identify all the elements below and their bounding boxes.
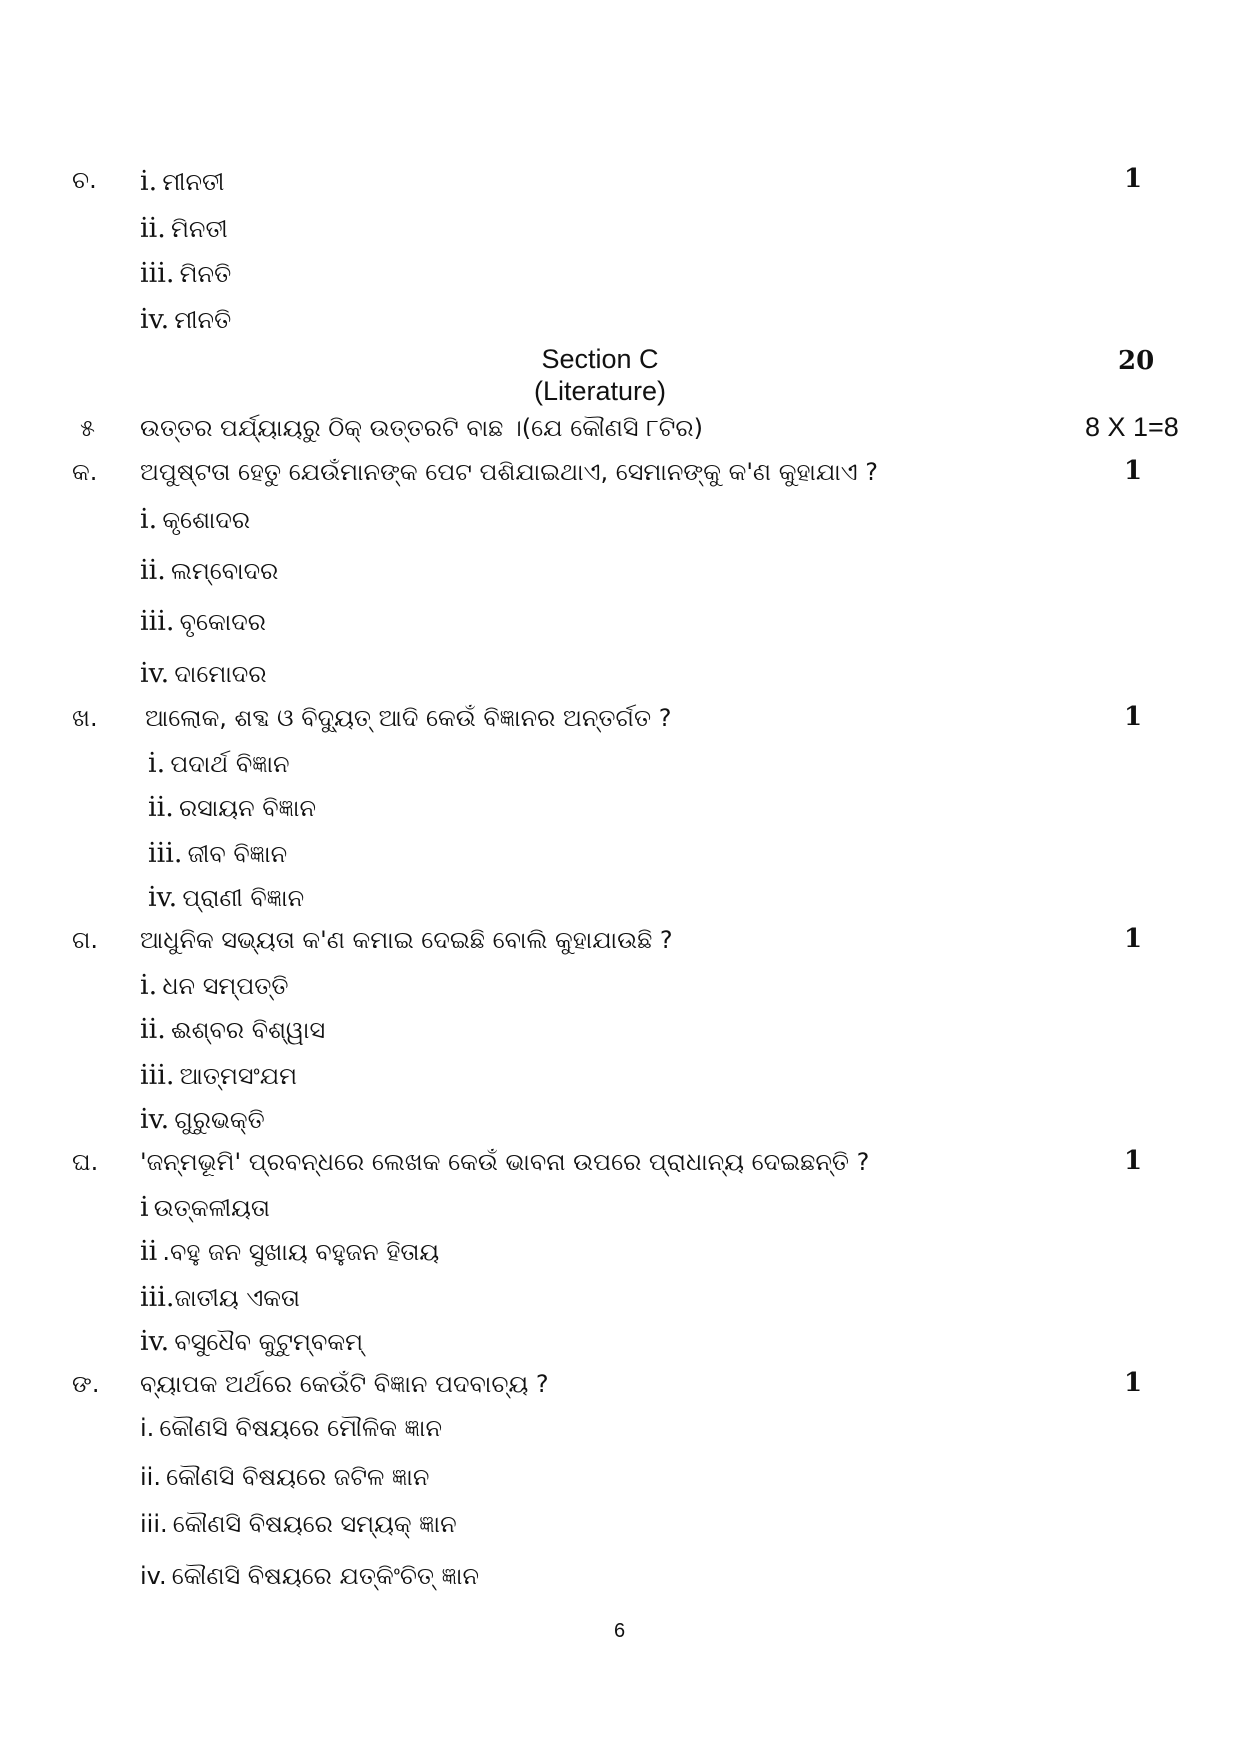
question-label-cha: ଚ.	[72, 166, 97, 194]
option-number: i.	[140, 970, 158, 1001]
option-ga-3	[140, 1060, 297, 1091]
question-text-ka: ଅପୁଷ୍ଟତା ହେତୁ ଯେଉଁମାନଙ୍କ ପେଟ ପଶିଯାଇଥାଏ, ସେମାନଙ୍କୁ କ'ଣ କୁହାଯାଏ ?	[140, 458, 879, 486]
option-cha-3	[140, 258, 231, 289]
option-kha-4	[148, 882, 304, 913]
question-text-gha: 'ଜନ୍ମଭୂମି' ପ୍ରବନ୍ଧରେ ଲେଖକ କେଉଁ ଭାବନା ଉପରେ ପ୍ରାଧାନ୍ୟ ଦେଇଛନ୍ତି ?	[140, 1148, 870, 1176]
page-number: 6	[614, 1620, 626, 1642]
option-nga-3	[140, 1510, 457, 1538]
option-ka-1	[140, 504, 250, 535]
option-text: ମିନତି	[179, 260, 232, 288]
option-text: ଧନ ସମ୍ପତ୍ତି	[162, 972, 289, 1000]
option-text: ମିନତୀ	[170, 215, 228, 243]
option-number: ii.	[140, 213, 166, 244]
option-kha-2	[148, 792, 316, 823]
option-gha-4	[140, 1326, 363, 1357]
question-marks-nga: 1	[1124, 1368, 1143, 1398]
section-marks: 20	[1118, 346, 1155, 376]
option-number: ii.	[140, 555, 166, 586]
option-number: iv.	[140, 658, 170, 689]
question-5-marks: 8 X 1=8	[1085, 412, 1179, 442]
section-title: Section C	[541, 344, 659, 374]
option-gha-2	[140, 1236, 439, 1267]
option-number: i	[140, 1192, 149, 1223]
option-ga-1	[140, 970, 289, 1001]
question-marks-kha: 1	[1124, 702, 1143, 732]
option-cha-2	[140, 213, 228, 244]
option-ga-4	[140, 1104, 265, 1135]
option-gha-3	[140, 1282, 300, 1313]
option-kha-1	[148, 748, 290, 779]
option-text: ଗୁରୁଭକ୍ତି	[174, 1106, 265, 1134]
option-cha-1	[140, 166, 224, 197]
option-number: iv.	[140, 1104, 170, 1135]
option-text: କୌଣସି ବିଷୟରେ ଯତ୍କିଂଚିତ୍ ଜ୍ଞାନ	[171, 1562, 480, 1590]
question-marks-ka: 1	[1124, 456, 1143, 486]
option-text: କୌଣସି ବିଷୟରେ ମୌଳିକ ଜ୍ଞାନ	[159, 1414, 443, 1442]
question-marks-gha: 1	[1124, 1146, 1143, 1176]
question-label-gha: ଘ.	[72, 1148, 99, 1176]
option-text: ଈଶ୍ବର ବିଶ୍ୱାସ	[170, 1016, 326, 1044]
option-text: କୌଣସି ବିଷୟରେ ଜଟିଳ ଜ୍ଞାନ	[166, 1463, 430, 1491]
option-number: ii.	[140, 1463, 161, 1491]
option-text: ମୀନତି	[174, 306, 232, 334]
option-ga-2	[140, 1014, 325, 1045]
option-number: ii.	[148, 792, 174, 823]
option-number: iii.	[140, 1282, 175, 1313]
option-text: ଆତ୍ମସଂଯମ	[179, 1062, 298, 1090]
option-number: iii.	[140, 606, 175, 637]
option-number: iv.	[140, 304, 170, 335]
question-marks-ga: 1	[1124, 924, 1143, 954]
option-cha-4	[140, 304, 231, 335]
question-text-ga: ଆଧୁନିକ ସଭ୍ୟତା କ'ଣ କମାଇ ଦେଇଛି ବୋଲି କୁହାଯାଉଛି ?	[140, 926, 673, 954]
option-text: ରସାୟନ ବିଜ୍ଞାନ	[178, 794, 316, 822]
section-subtitle: (Literature)	[533, 376, 667, 406]
option-text: ଲମ୍ବୋଦର	[170, 557, 279, 585]
option-number: i.	[140, 166, 158, 197]
option-number: iii.	[140, 1060, 175, 1091]
question-label-kha: ଖ.	[72, 704, 98, 732]
option-number: i.	[140, 504, 158, 535]
option-nga-1	[140, 1414, 442, 1442]
option-nga-4	[140, 1562, 479, 1590]
option-gha-1	[140, 1192, 270, 1223]
question-number-5: ୫	[80, 414, 95, 442]
question-label-ka: କ.	[72, 458, 98, 486]
option-text: ବସୁଧୈବ କୁଟୁମ୍ବକମ୍	[174, 1328, 364, 1356]
question-5-instruction: ଉତ୍ତର ପର୍ଯ୍ୟାୟରୁ ଠିକ୍ ଉତ୍ତରଟି ବାଛ ।(ଯେ କୌଣସି ୮ଟିର)	[140, 414, 703, 442]
option-number: iii.	[140, 1510, 168, 1538]
option-number: ii	[140, 1236, 158, 1267]
option-text: କୃଶୋଦର	[162, 506, 251, 534]
question-marks-cha: 1	[1124, 164, 1143, 194]
option-text: ଜୀବ ବିଜ୍ଞାନ	[187, 840, 288, 868]
option-number: iii.	[148, 838, 183, 869]
option-number: ii.	[140, 1014, 166, 1045]
option-number: iv.	[140, 1326, 170, 1357]
option-number: i.	[140, 1414, 155, 1442]
option-nga-2	[140, 1463, 429, 1491]
option-text: ଦାମୋଦର	[174, 660, 267, 688]
option-text: କୌଣସି ବିଷୟରେ ସମ୍ୟକ୍ ଜ୍ଞାନ	[172, 1510, 457, 1538]
option-text: ପ୍ରାଣୀ ବିଜ୍ଞାନ	[182, 884, 305, 912]
option-text: ମୀନତୀ	[162, 168, 225, 196]
option-text: .ବହୁ ଜନ ସୁଖାୟ ବହୁଜନ ହିତାୟ	[162, 1238, 440, 1266]
option-text: ପଦାର୍ଥ ବିଜ୍ଞାନ	[170, 750, 290, 778]
question-text-kha: ଆଲୋକ, ଶବ୍ଦ ଓ ବିଦ୍ୟୁତ୍ ଆଦି କେଉଁ ବିଜ୍ଞାନର ଅନ୍ତର୍ଗତ ?	[145, 704, 672, 732]
option-text: ବୃକୋଦର	[179, 608, 266, 636]
option-kha-3	[148, 838, 287, 869]
option-number: i.	[148, 748, 166, 779]
question-label-nga: ଙ.	[72, 1370, 100, 1398]
option-text: ଜାତୀୟ ଏକତା	[174, 1284, 301, 1312]
option-ka-4	[140, 658, 267, 689]
option-ka-2	[140, 555, 278, 586]
question-text-nga: ବ୍ୟାପକ ଅର୍ଥରେ କେଉଁଟି ବିଜ୍ଞାନ ପଦବାଚ୍ୟ ?	[140, 1370, 549, 1398]
option-ka-3	[140, 606, 266, 637]
option-number: iv.	[140, 1562, 167, 1590]
option-text: ଉତ୍କଳୀୟତା	[153, 1194, 271, 1222]
option-number: iii.	[140, 258, 175, 289]
question-label-ga: ଗ.	[72, 926, 99, 954]
option-number: iv.	[148, 882, 178, 913]
